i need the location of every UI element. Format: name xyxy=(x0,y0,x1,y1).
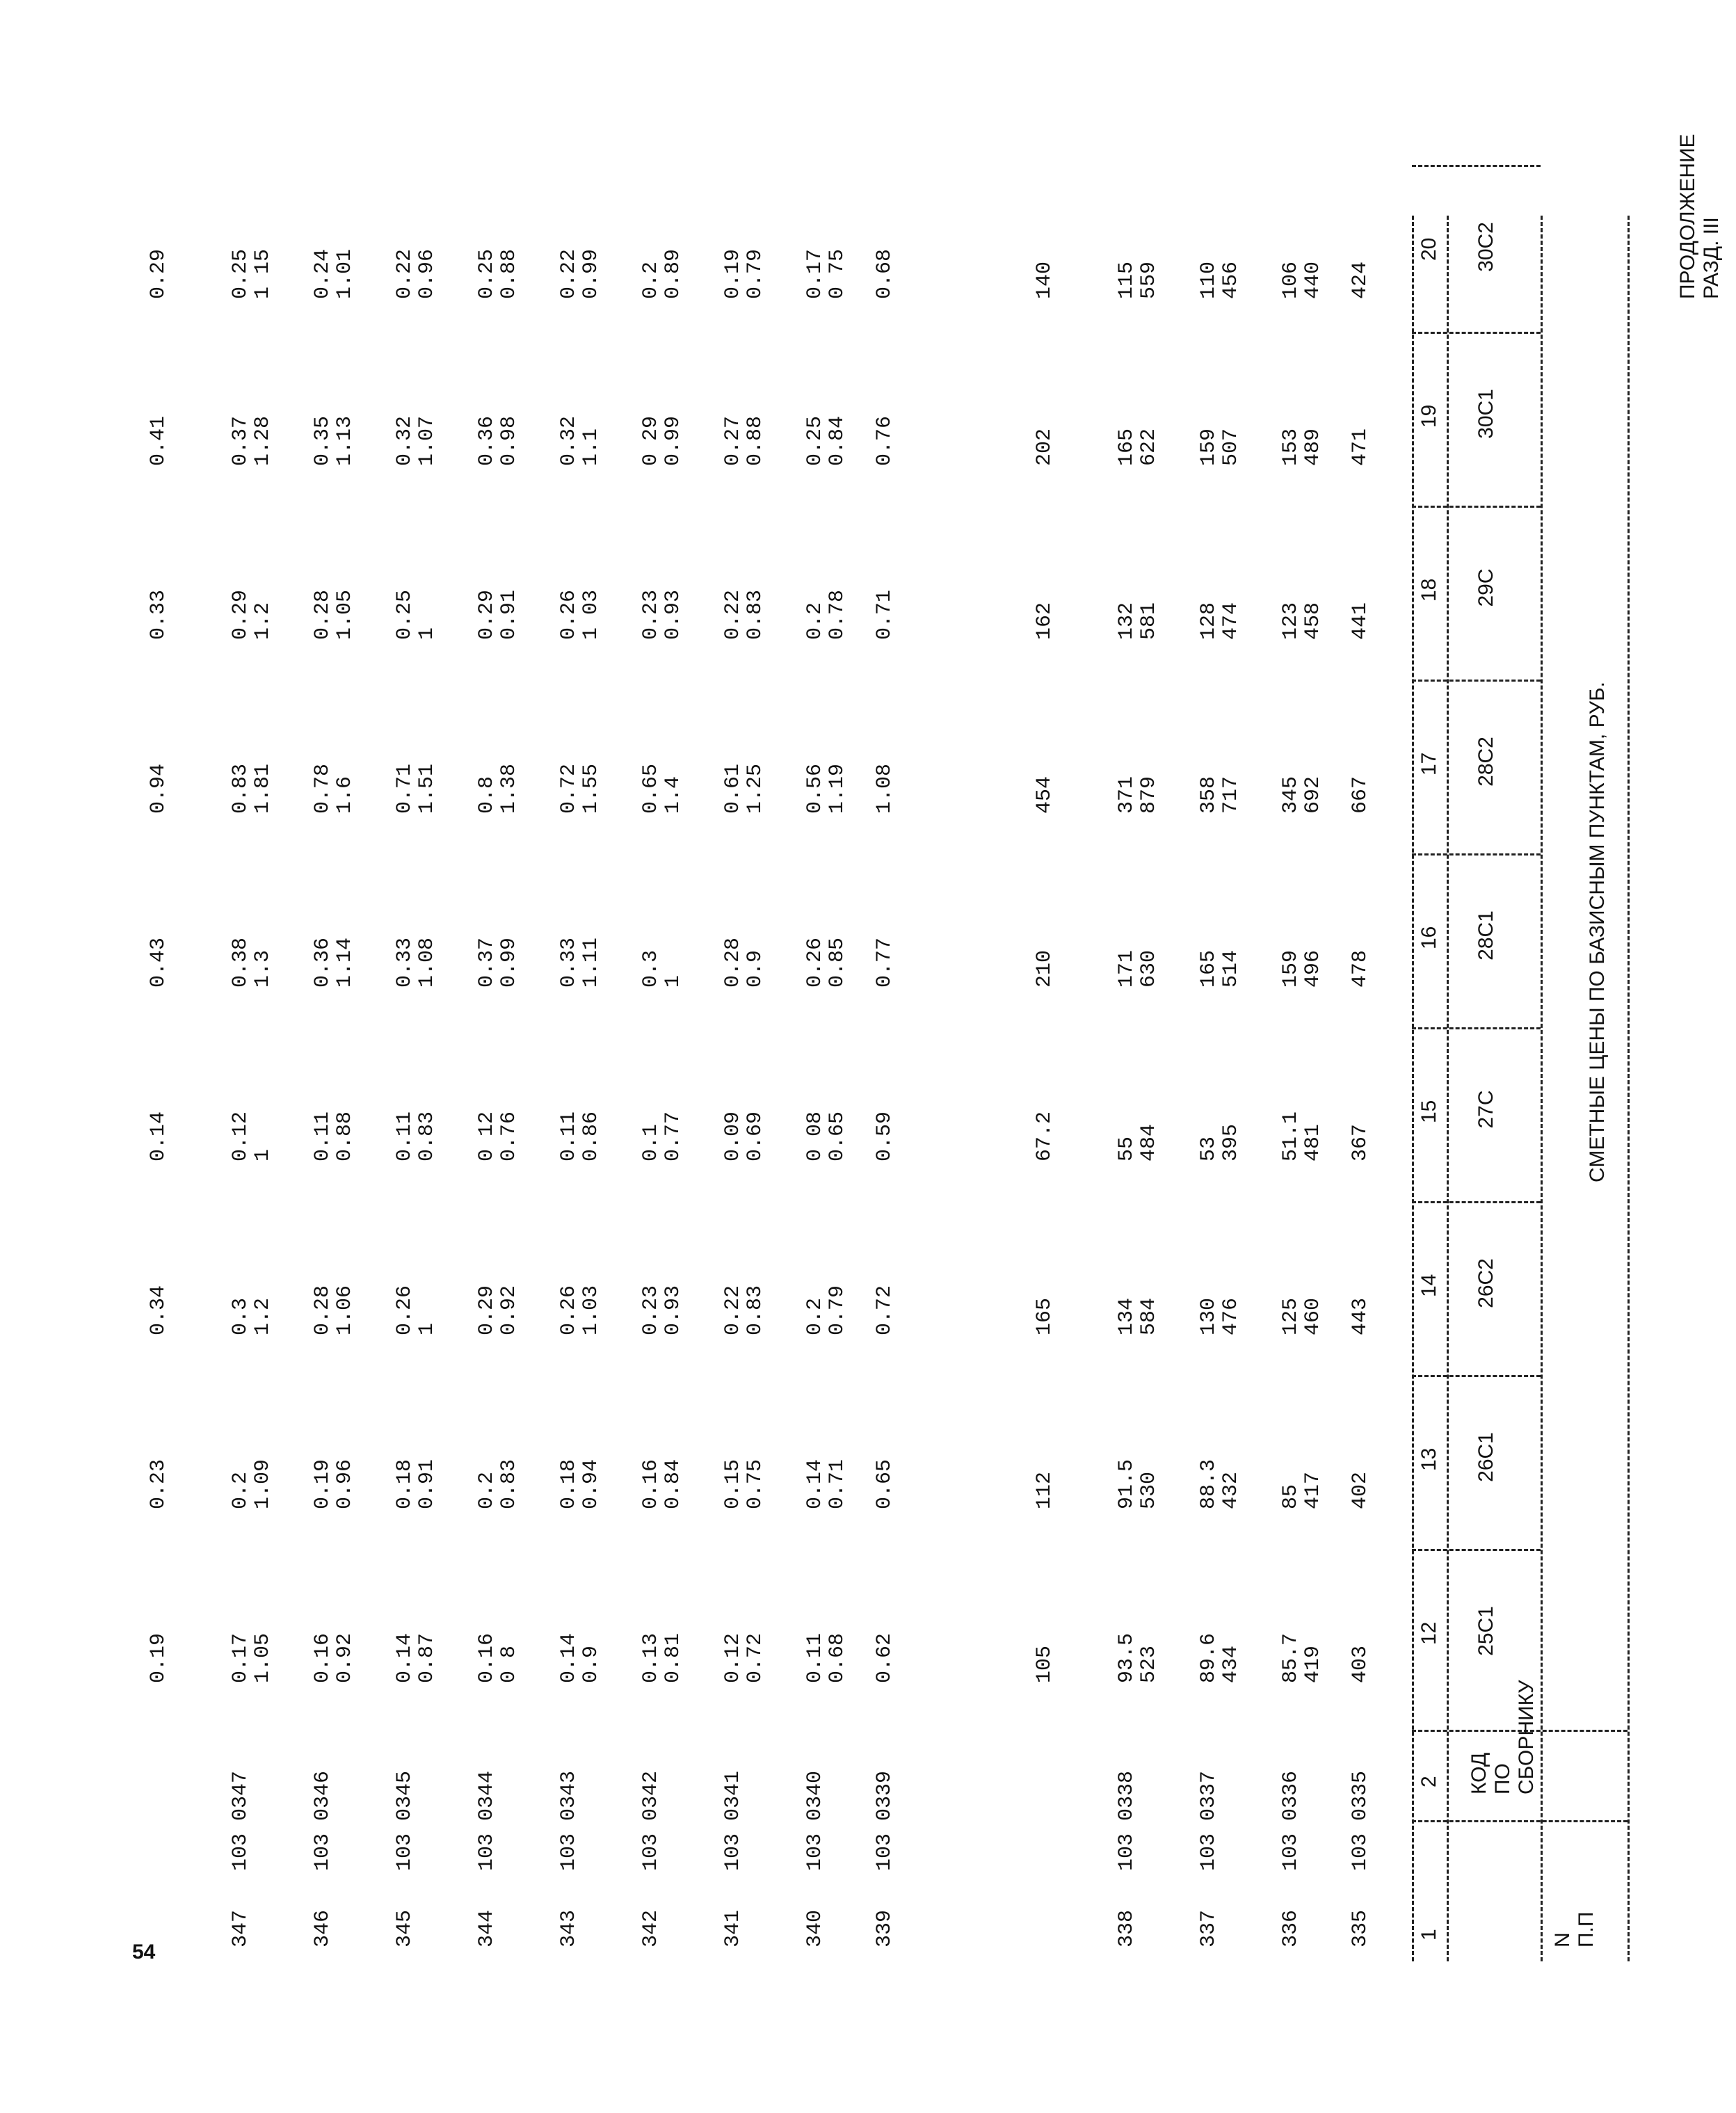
row-code: 103 0342 xyxy=(639,1770,663,1871)
vertical-rule xyxy=(1412,1201,1541,1203)
value-cell: 0.15 0.75 xyxy=(721,1459,767,1509)
column-number: 14 xyxy=(1417,1274,1440,1297)
value-cell: 134 584 xyxy=(1115,1297,1161,1335)
value-cell: 0.71 xyxy=(873,589,897,640)
vertical-rule xyxy=(1412,165,1541,167)
value-cell: 403 xyxy=(1349,1645,1372,1683)
value-cell: 0.18 0.94 xyxy=(557,1459,603,1509)
value-cell: 0.25 1 15 xyxy=(229,248,275,299)
value-cell: 0.14 0.87 xyxy=(393,1632,439,1683)
value-cell: 0.29 0.91 xyxy=(475,589,521,640)
row-number: 342 xyxy=(639,1909,663,1947)
row-number: 343 xyxy=(557,1909,581,1947)
value-cell: 0.25 1 xyxy=(393,589,439,640)
value-cell: 0 12 0.76 xyxy=(475,1111,521,1162)
column-number: 17 xyxy=(1417,752,1440,776)
row-number: 338 xyxy=(1115,1909,1139,1947)
value-cell: 115 559 xyxy=(1115,261,1161,299)
value-cell: 0.33 1.11 xyxy=(557,937,603,988)
column-code: 29С xyxy=(1474,568,1497,607)
value-cell: 0.14 xyxy=(147,1111,170,1162)
value-cell: 0.72 xyxy=(873,1285,897,1335)
column-code: 27С xyxy=(1474,1090,1497,1129)
value-cell: 0.62 xyxy=(873,1632,897,1683)
value-cell: 441 xyxy=(1349,602,1372,640)
column-code: 25С1 xyxy=(1474,1606,1497,1656)
value-cell: 165 622 xyxy=(1115,428,1161,466)
value-cell: 0.19 xyxy=(147,1632,170,1683)
column-number: 15 xyxy=(1417,1100,1440,1123)
value-cell: 0.3 1 xyxy=(639,949,685,988)
value-cell: 0.59 xyxy=(873,1111,897,1162)
value-cell: 159 496 xyxy=(1279,949,1325,988)
value-cell: 53 395 xyxy=(1197,1123,1243,1162)
column-code: 30С1 xyxy=(1474,389,1497,439)
row-code: 103 0337 xyxy=(1197,1770,1221,1871)
page-number: 54 xyxy=(132,1941,156,1963)
value-cell: 0.25 0.88 xyxy=(475,248,521,299)
rule-head xyxy=(1447,216,1449,1961)
value-cell: 1.08 xyxy=(873,763,897,814)
row-code: 103 0346 xyxy=(311,1770,335,1871)
value-cell: 0.28 0.9 xyxy=(721,937,767,988)
row-number: 339 xyxy=(873,1909,897,1947)
row-code: 103 0341 xyxy=(721,1770,745,1871)
column-number: 20 xyxy=(1417,237,1440,261)
value-cell: 0.26 1.03 xyxy=(557,1285,603,1335)
value-cell: 0.2 0.83 xyxy=(475,1459,521,1509)
value-cell: 0.56 1.19 xyxy=(803,763,849,814)
value-cell: 0.22 0.83 xyxy=(721,1285,767,1335)
value-cell: 0.65 1.4 xyxy=(639,763,685,814)
value-cell: 51.1 481 xyxy=(1279,1111,1325,1162)
column-number: 19 xyxy=(1417,404,1440,428)
value-cell: 0.16 0.92 xyxy=(311,1632,357,1683)
value-cell: 0.28 1.05 xyxy=(311,589,357,640)
value-cell: 358 717 xyxy=(1197,776,1243,814)
value-cell: 93.5 523 xyxy=(1115,1632,1161,1683)
value-cell: 0.12 1 xyxy=(229,1111,275,1162)
value-cell: 0.77 xyxy=(873,937,897,988)
row-code: 103 0344 xyxy=(475,1770,499,1871)
row-code: 103 0338 xyxy=(1115,1770,1139,1871)
value-cell: 0.09 0.69 xyxy=(721,1111,767,1162)
value-cell: 159 507 xyxy=(1197,428,1243,466)
value-cell: 165 514 xyxy=(1197,949,1243,988)
value-cell: 0.36 0.98 xyxy=(475,415,521,466)
value-cell: 130 476 xyxy=(1197,1297,1243,1335)
value-cell: 0.16 0.84 xyxy=(639,1459,685,1509)
value-cell: 0.23 xyxy=(147,1459,170,1509)
value-cell: 128 474 xyxy=(1197,602,1243,640)
value-cell: 0.32 1.1 xyxy=(557,415,603,466)
value-cell: 0.17 1.05 xyxy=(229,1632,275,1683)
value-cell: 0.36 1.14 xyxy=(311,937,357,988)
value-cell: 0.2 0.89 xyxy=(639,248,685,299)
value-cell: 0.43 xyxy=(147,937,170,988)
value-cell: 112 xyxy=(1033,1471,1056,1509)
value-cell: 0.11 0.88 xyxy=(311,1111,357,1162)
value-cell: 0.22 0.83 xyxy=(721,589,767,640)
value-cell: 0.22 0.96 xyxy=(393,248,439,299)
value-cell: 0.1 0.77 xyxy=(639,1111,685,1162)
column-number: 1 xyxy=(1417,1929,1440,1941)
value-cell: 345 692 xyxy=(1279,776,1325,814)
value-cell: 0.33 1.08 xyxy=(393,937,439,988)
value-cell: 0.28 1.06 xyxy=(311,1285,357,1335)
value-cell: 0.34 xyxy=(147,1285,170,1335)
value-cell: 0.19 0.79 xyxy=(721,248,767,299)
value-cell: 85.7 419 xyxy=(1279,1632,1325,1683)
value-cell: 67.2 xyxy=(1033,1111,1056,1162)
rotated-table xyxy=(147,134,1736,1996)
value-cell: 0.3 1.2 xyxy=(229,1297,275,1335)
value-cell: 0.68 xyxy=(873,248,897,299)
vertical-rule xyxy=(1412,1375,1541,1377)
value-cell: 0.94 xyxy=(147,763,170,814)
value-cell: 424 xyxy=(1349,261,1372,299)
value-cell: 0 29 0.99 xyxy=(639,415,685,466)
value-cell: 105 xyxy=(1033,1645,1056,1683)
rule-top xyxy=(1628,216,1630,1961)
vertical-rule xyxy=(1412,506,1541,508)
row-number: 344 xyxy=(475,1909,499,1947)
value-cell: 0.29 1.2 xyxy=(229,589,275,640)
value-cell: 0.14 0.9 xyxy=(557,1632,603,1683)
value-cell: 0.26 0.85 xyxy=(803,937,849,988)
column-number: 16 xyxy=(1417,926,1440,949)
value-cell: 667 xyxy=(1349,776,1372,814)
value-cell: 132 581 xyxy=(1115,602,1161,640)
value-cell: 153 489 xyxy=(1279,428,1325,466)
vertical-rule xyxy=(1412,332,1541,334)
value-cell: 0.23 0.93 xyxy=(639,589,685,640)
value-cell: 471 xyxy=(1349,428,1372,466)
column-code: 28С1 xyxy=(1474,910,1497,961)
row-code: 103 0347 xyxy=(229,1770,252,1871)
continuation-title: ПРОДОЛЖЕНИЕ РАЗД. III xyxy=(1676,134,1723,299)
value-cell: 0.11 0.86 xyxy=(557,1111,603,1162)
row-code: 103 0336 xyxy=(1279,1770,1303,1871)
column-number: 2 xyxy=(1417,1776,1440,1787)
row-code: 103 0340 xyxy=(803,1770,827,1871)
value-cell: 0.23 0.93 xyxy=(639,1285,685,1335)
value-cell: 202 xyxy=(1033,428,1056,466)
col-np-label: N П.П xyxy=(1551,1911,1598,1947)
value-cell: 0.19 0.96 xyxy=(311,1459,357,1509)
value-cell: 443 xyxy=(1349,1297,1372,1335)
rule-num xyxy=(1412,216,1414,1961)
value-cell: 0.11 0.83 xyxy=(393,1111,439,1162)
row-code: 103 0345 xyxy=(393,1770,417,1871)
row-number: 341 xyxy=(721,1909,745,1947)
column-number: 18 xyxy=(1417,578,1440,602)
value-cell: 0.41 xyxy=(147,415,170,466)
value-cell: 0.2 1.09 xyxy=(229,1459,275,1509)
value-cell: 0.78 1.6 xyxy=(311,763,357,814)
value-cell: 171 630 xyxy=(1115,949,1161,988)
value-cell: 88.3 432 xyxy=(1197,1459,1243,1509)
value-cell: 0.26 1 03 xyxy=(557,589,603,640)
value-cell: 0.2 0.78 xyxy=(803,589,849,640)
value-cell: 371 879 xyxy=(1115,776,1161,814)
value-cell: 0.13 0.81 xyxy=(639,1632,685,1683)
value-cell: 0.38 1.3 xyxy=(229,937,275,988)
value-cell: 0.37 0.99 xyxy=(475,937,521,988)
row-number: 340 xyxy=(803,1909,827,1947)
value-cell: 0.8 1.38 xyxy=(475,763,521,814)
row-number: 337 xyxy=(1197,1909,1221,1947)
column-code: 26С2 xyxy=(1474,1258,1497,1308)
value-cell: 0.32 1.07 xyxy=(393,415,439,466)
value-cell: 367 xyxy=(1349,1123,1372,1162)
value-cell: 0.14 0.71 xyxy=(803,1459,849,1509)
value-cell: 0.25 0.84 xyxy=(803,415,849,466)
value-cell: 0 08 0.65 xyxy=(803,1111,849,1162)
value-cell: 0.26 1 xyxy=(393,1285,439,1335)
row-number: 347 xyxy=(229,1909,252,1947)
value-cell: 0.2 0.79 xyxy=(803,1285,849,1335)
value-cell: 0.17 0 75 xyxy=(803,248,849,299)
value-cell: 125 460 xyxy=(1279,1297,1325,1335)
value-cell: 0.12 0.72 xyxy=(721,1632,767,1683)
value-cell: 91.5 530 xyxy=(1115,1459,1161,1509)
value-cell: 478 xyxy=(1349,949,1372,988)
value-cell: 106 440 xyxy=(1279,261,1325,299)
row-number: 346 xyxy=(311,1909,335,1947)
value-cell: 0.35 1.13 xyxy=(311,415,357,466)
vertical-rule xyxy=(1412,853,1541,855)
value-cell: 0.61 1.25 xyxy=(721,763,767,814)
value-cell: 0.27 0.88 xyxy=(721,415,767,466)
rule-sub xyxy=(1541,216,1543,1961)
value-cell: 0.24 1.01 xyxy=(311,248,357,299)
value-cell: 0.11 0.68 xyxy=(803,1632,849,1683)
column-code: 26С1 xyxy=(1474,1432,1497,1482)
row-code: 103 0335 xyxy=(1349,1770,1372,1871)
vertical-rule xyxy=(1412,1549,1541,1551)
value-cell: 165 xyxy=(1033,1297,1056,1335)
value-cell: 0.72 1.55 xyxy=(557,763,603,814)
value-cell: 140 xyxy=(1033,261,1056,299)
value-cell: 402 xyxy=(1349,1471,1372,1509)
value-cell: 0.65 xyxy=(873,1459,897,1509)
value-cell: 0.29 0.92 xyxy=(475,1285,521,1335)
value-cell: 0.18 0.91 xyxy=(393,1459,439,1509)
value-cell: 454 xyxy=(1033,776,1056,814)
row-code: 103 0343 xyxy=(557,1770,581,1871)
value-cell: 162 xyxy=(1033,602,1056,640)
value-cell: 210 xyxy=(1033,949,1056,988)
value-cell: 0.33 xyxy=(147,589,170,640)
value-cell: 123 458 xyxy=(1279,602,1325,640)
group-header: СМЕТНЫЕ ЦЕНЫ ПО БАЗИСНЫМ ПУНКТАМ, РУБ. xyxy=(1586,682,1609,1182)
value-cell: 110 456 xyxy=(1197,261,1243,299)
column-code: 30С2 xyxy=(1474,222,1497,272)
value-cell: 85 417 xyxy=(1279,1471,1325,1509)
value-cell: 0.29 xyxy=(147,248,170,299)
column-code: 28С2 xyxy=(1474,737,1497,787)
column-number: 12 xyxy=(1417,1621,1440,1645)
row-number: 345 xyxy=(393,1909,417,1947)
value-cell: 0.71 1.51 xyxy=(393,763,439,814)
value-cell: 89.6 434 xyxy=(1197,1632,1243,1683)
value-cell: 0.37 1.28 xyxy=(229,415,275,466)
row-number: 336 xyxy=(1279,1909,1303,1947)
vertical-rule xyxy=(1412,1820,1628,1822)
value-cell: 0.83 1.81 xyxy=(229,763,275,814)
vertical-rule xyxy=(1412,680,1541,682)
column-number: 13 xyxy=(1417,1447,1440,1471)
col-code-label: КОД ПО СБОРНИКУ xyxy=(1468,1680,1538,1794)
value-cell: 0.22 0.99 xyxy=(557,248,603,299)
vertical-rule xyxy=(1412,1027,1541,1029)
value-cell: 0.16 0 8 xyxy=(475,1632,521,1683)
row-code: 103 0339 xyxy=(873,1770,897,1871)
value-cell: 0.76 xyxy=(873,415,897,466)
value-cell: 55 484 xyxy=(1115,1123,1161,1162)
row-number: 335 xyxy=(1349,1909,1372,1947)
